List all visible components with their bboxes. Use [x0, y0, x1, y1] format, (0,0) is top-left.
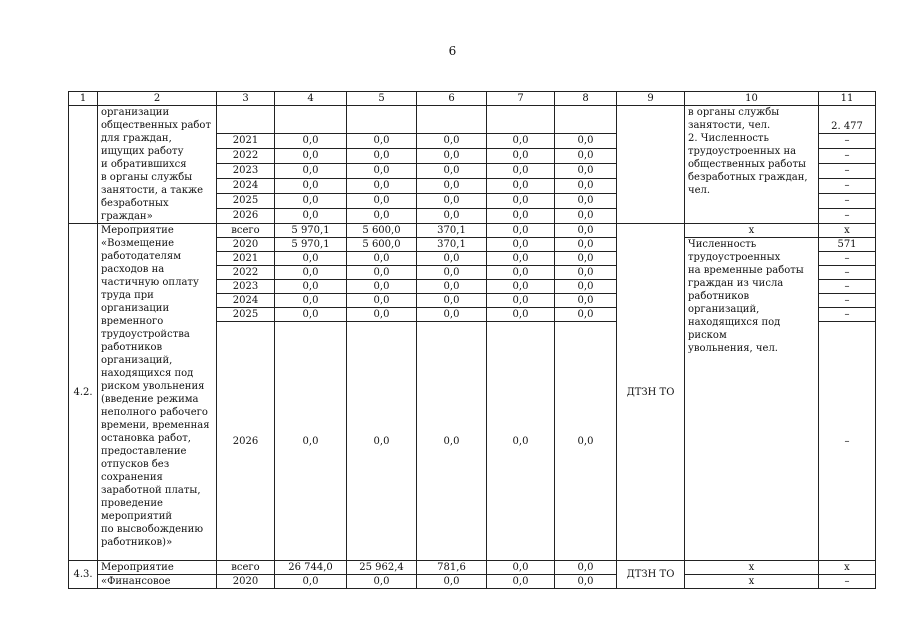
executor-cell: ДТЗН ТО [617, 224, 685, 561]
value-cell: 5 970,1 [275, 224, 347, 238]
value-cell: 0,0 [347, 133, 417, 148]
value-cell: 0,0 [275, 308, 347, 322]
value-cell: 0,0 [275, 575, 347, 589]
value-cell: 0,0 [555, 308, 617, 322]
col-header: 4 [275, 92, 347, 106]
value-cell: 2. 477 [819, 106, 876, 134]
value-cell: 0,0 [417, 208, 487, 223]
value-cell: 0,0 [487, 561, 555, 575]
col-header: 11 [819, 92, 876, 106]
value-cell: х [685, 575, 819, 589]
value-cell: 0,0 [417, 193, 487, 208]
measure-name-cell: Мероприятие [98, 561, 217, 575]
year-cell: 2026 [217, 322, 275, 561]
value-cell: 25 962,4 [347, 561, 417, 575]
value-cell: х [685, 561, 819, 575]
value-cell: 0,0 [487, 308, 555, 322]
year-cell: 2023 [217, 163, 275, 178]
value-cell: 0,0 [347, 280, 417, 294]
year-cell: 2021 [217, 133, 275, 148]
table-row [69, 224, 876, 238]
year-cell: 2020 [217, 575, 275, 589]
col-header: 10 [685, 92, 819, 106]
value-cell: 0,0 [347, 148, 417, 163]
program-table [68, 91, 876, 589]
value-cell: 0,0 [487, 575, 555, 589]
measure-name-cell: «Финансовое [98, 575, 217, 589]
value-cell: 0,0 [555, 266, 617, 280]
value-cell: х [685, 224, 819, 238]
value-cell: 0,0 [275, 252, 347, 266]
year-cell: 2025 [217, 308, 275, 322]
value-cell: 0,0 [347, 266, 417, 280]
value-cell: 0,0 [275, 133, 347, 148]
value-cell: 5 600,0 [347, 238, 417, 252]
result-indicator-cell: Численность трудоустроенных на временные работы граждан из числа работников организаций, находящихся под риском увольнения, чел. [685, 238, 819, 561]
value-cell: 0,0 [555, 294, 617, 308]
year-cell: 2022 [217, 148, 275, 163]
value-cell: – [819, 575, 876, 589]
value-cell: – [819, 308, 876, 322]
value-cell: 0,0 [487, 178, 555, 193]
value-cell: 370,1 [417, 238, 487, 252]
value-cell: – [819, 193, 876, 208]
value-cell: 0,0 [275, 294, 347, 308]
value-cell: 0,0 [487, 224, 555, 238]
value-cell: 0,0 [555, 178, 617, 193]
value-cell: 0,0 [487, 238, 555, 252]
table-row [69, 575, 876, 589]
value-cell: 0,0 [275, 266, 347, 280]
value-cell: – [819, 294, 876, 308]
value-cell: 0,0 [347, 208, 417, 223]
value-cell: 0,0 [347, 575, 417, 589]
value-cell: 0,0 [487, 322, 555, 561]
measure-name-cell: Мероприятие «Возмещение работодателям расходов на частичную оплату труда при организации временного трудоустройства работников организаций, находящихся под риском увольнения (введение режима неполного рабочего времени, временная остановка работ, предоставление отпусков без сохранения заработной платы, проведение мероприятий по высвобождению работников)» [98, 224, 217, 561]
value-cell: 0,0 [555, 208, 617, 223]
value-cell: х [819, 561, 876, 575]
value-cell: 0,0 [487, 294, 555, 308]
value-cell: 370,1 [417, 224, 487, 238]
col-header: 3 [217, 92, 275, 106]
value-cell: 0,0 [417, 133, 487, 148]
value-cell: 0,0 [417, 178, 487, 193]
value-cell: 0,0 [347, 252, 417, 266]
value-cell: 0,0 [275, 208, 347, 223]
value-cell: – [819, 163, 876, 178]
year-cell: 2021 [217, 252, 275, 266]
value-cell: 0,0 [555, 561, 617, 575]
year-cell: 2025 [217, 193, 275, 208]
year-cell: 2020 [217, 238, 275, 252]
value-cell: – [819, 208, 876, 223]
value-cell: 0,0 [555, 148, 617, 163]
value-cell: 0,0 [347, 322, 417, 561]
value-cell: 0,0 [417, 266, 487, 280]
measure-name-cell: организации общественных работ для граждан, ищущих работу и обратившихся в органы службы занятости, а также безработных граждан» [98, 106, 217, 224]
year-cell: 2024 [217, 294, 275, 308]
value-cell: 0,0 [417, 163, 487, 178]
value-cell: 0,0 [487, 266, 555, 280]
value-cell: 0,0 [555, 133, 617, 148]
value-cell: 0,0 [347, 308, 417, 322]
value-cell: 571 [819, 238, 876, 252]
value-cell: – [819, 148, 876, 163]
value-cell: 0,0 [555, 193, 617, 208]
year-cell: 2024 [217, 178, 275, 193]
year-cell: 2022 [217, 266, 275, 280]
value-cell: 0,0 [275, 193, 347, 208]
table-row [69, 561, 876, 575]
value-cell: 0,0 [417, 322, 487, 561]
value-cell: 0,0 [417, 575, 487, 589]
page-number: 6 [448, 44, 457, 58]
col-header: 6 [417, 92, 487, 106]
value-cell: 0,0 [417, 294, 487, 308]
value-cell: – [819, 280, 876, 294]
value-cell: 0,0 [275, 148, 347, 163]
value-cell: 0,0 [555, 280, 617, 294]
value-cell: – [819, 252, 876, 266]
value-cell: 0,0 [555, 238, 617, 252]
value-cell: – [819, 133, 876, 148]
executor-cell: ДТЗН ТО [617, 561, 685, 589]
value-cell: 0,0 [487, 208, 555, 223]
value-cell: 0,0 [487, 252, 555, 266]
executor-cell [617, 106, 685, 224]
item-number-cell [69, 106, 98, 224]
year-cell: 2023 [217, 280, 275, 294]
col-header: 1 [69, 92, 98, 106]
value-cell: 0,0 [275, 280, 347, 294]
value-cell: х [819, 224, 876, 238]
year-cell: всего [217, 561, 275, 575]
value-cell: – [819, 178, 876, 193]
value-cell: 781,6 [417, 561, 487, 575]
col-header: 5 [347, 92, 417, 106]
item-number-cell: 4.2. [69, 224, 98, 561]
value-cell: 0,0 [417, 148, 487, 163]
value-cell: 0,0 [347, 294, 417, 308]
value-cell: 0,0 [555, 163, 617, 178]
col-header: 9 [617, 92, 685, 106]
col-header: 2 [98, 92, 217, 106]
value-cell: 0,0 [487, 193, 555, 208]
value-cell: 0,0 [555, 575, 617, 589]
value-cell: – [819, 322, 876, 561]
value-cell: 0,0 [487, 163, 555, 178]
value-cell: 5 970,1 [275, 238, 347, 252]
result-indicator-cell: в органы службы занятости, чел. 2. Численность трудоустроенных на общественных работы безработных граждан, чел. [685, 106, 819, 224]
column-number-row [69, 92, 876, 106]
value-cell: 0,0 [275, 163, 347, 178]
value-cell: 0,0 [555, 224, 617, 238]
value-cell: 0,0 [555, 252, 617, 266]
col-header: 7 [487, 92, 555, 106]
value-cell: 0,0 [417, 252, 487, 266]
value-cell: 0,0 [347, 193, 417, 208]
value-cell: 0,0 [347, 178, 417, 193]
col-header: 8 [555, 92, 617, 106]
value-cell: 26 744,0 [275, 561, 347, 575]
value-cell: 0,0 [487, 280, 555, 294]
value-cell: 0,0 [347, 163, 417, 178]
value-cell: 5 600,0 [347, 224, 417, 238]
value-cell: 0,0 [275, 322, 347, 561]
value-cell: 0,0 [555, 322, 617, 561]
year-cell: всего [217, 224, 275, 238]
year-cell: 2026 [217, 208, 275, 223]
value-cell: 0,0 [275, 178, 347, 193]
table-row [69, 106, 876, 134]
value-cell: 0,0 [487, 148, 555, 163]
value-cell: 0,0 [417, 308, 487, 322]
item-number-cell: 4.3. [69, 561, 98, 589]
value-cell: 0,0 [417, 280, 487, 294]
value-cell: 0,0 [487, 133, 555, 148]
value-cell: – [819, 266, 876, 280]
